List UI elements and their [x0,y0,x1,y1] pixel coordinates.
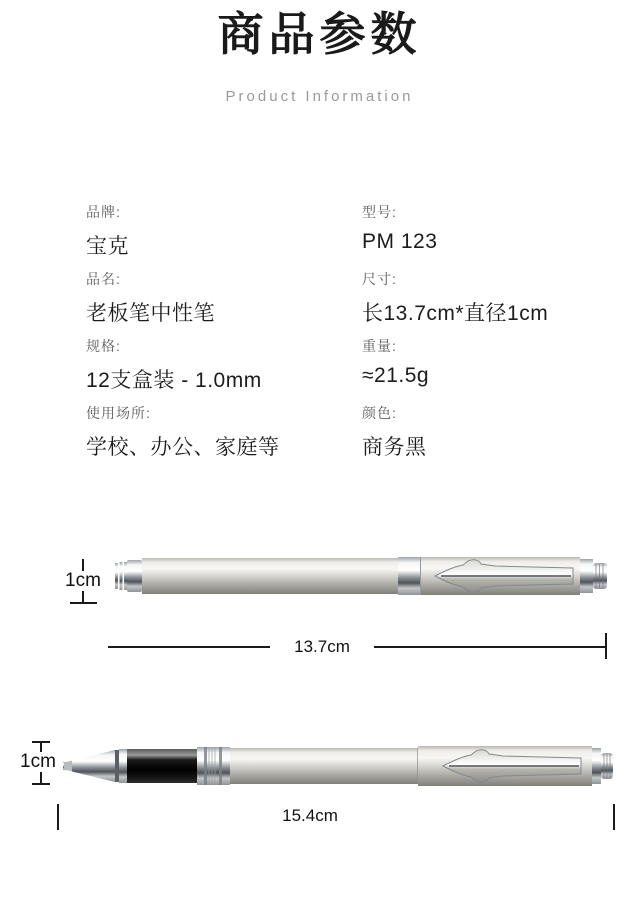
spec-label: 品名: [86,271,121,287]
page-title: 商品参数 [217,8,422,60]
spec-value: ≈21.5g [362,364,430,387]
capped-pen-height-label: 1cm [57,571,109,591]
dimension-tick [613,804,615,830]
page-subtitle: Product Information [225,88,414,105]
capped-pen-length-label: 13.7cm [270,636,374,658]
dimension-tick [70,602,97,604]
spec-item-product-name [86,269,362,336]
pen-open-image [58,742,616,790]
spec-value: PM 123 [362,230,438,253]
spec-item-model [362,202,586,269]
pen-open-illustration [58,742,616,790]
spec-value: 宝克 [86,235,129,258]
spec-label: 品牌: [86,204,121,220]
spec-label: 重量: [362,338,397,354]
open-pen-length-label: 15.4cm [258,805,362,827]
pen-capped-illustration [113,554,609,598]
dimension-tick [605,633,607,659]
dimension-tick [32,783,50,785]
spec-value: 学校、办公、家庭等 [86,436,280,459]
spec-value: 12支盒装 - 1.0mm [86,369,262,392]
spec-value: 商务黑 [362,436,427,459]
open-pen-height-label: 1cm [13,752,63,772]
spec-item-color [362,403,586,470]
spec-item-size [362,269,586,336]
spec-label: 尺寸: [362,271,397,287]
spec-value: 长13.7cm*直径1cm [362,302,549,325]
spec-label: 型号: [362,204,397,220]
spec-item-weight [362,336,586,403]
spec-value: 老板笔中性笔 [86,302,215,325]
pen-capped-image [113,554,609,598]
spec-label: 规格: [86,338,121,354]
dimension-tick [57,804,59,830]
spec-item-usage [86,403,362,470]
spec-item-packing [86,336,362,403]
spec-item-brand [86,202,362,269]
spec-label: 颜色: [362,405,397,421]
spec-label: 使用场所: [86,405,151,421]
spec-grid [86,202,586,470]
